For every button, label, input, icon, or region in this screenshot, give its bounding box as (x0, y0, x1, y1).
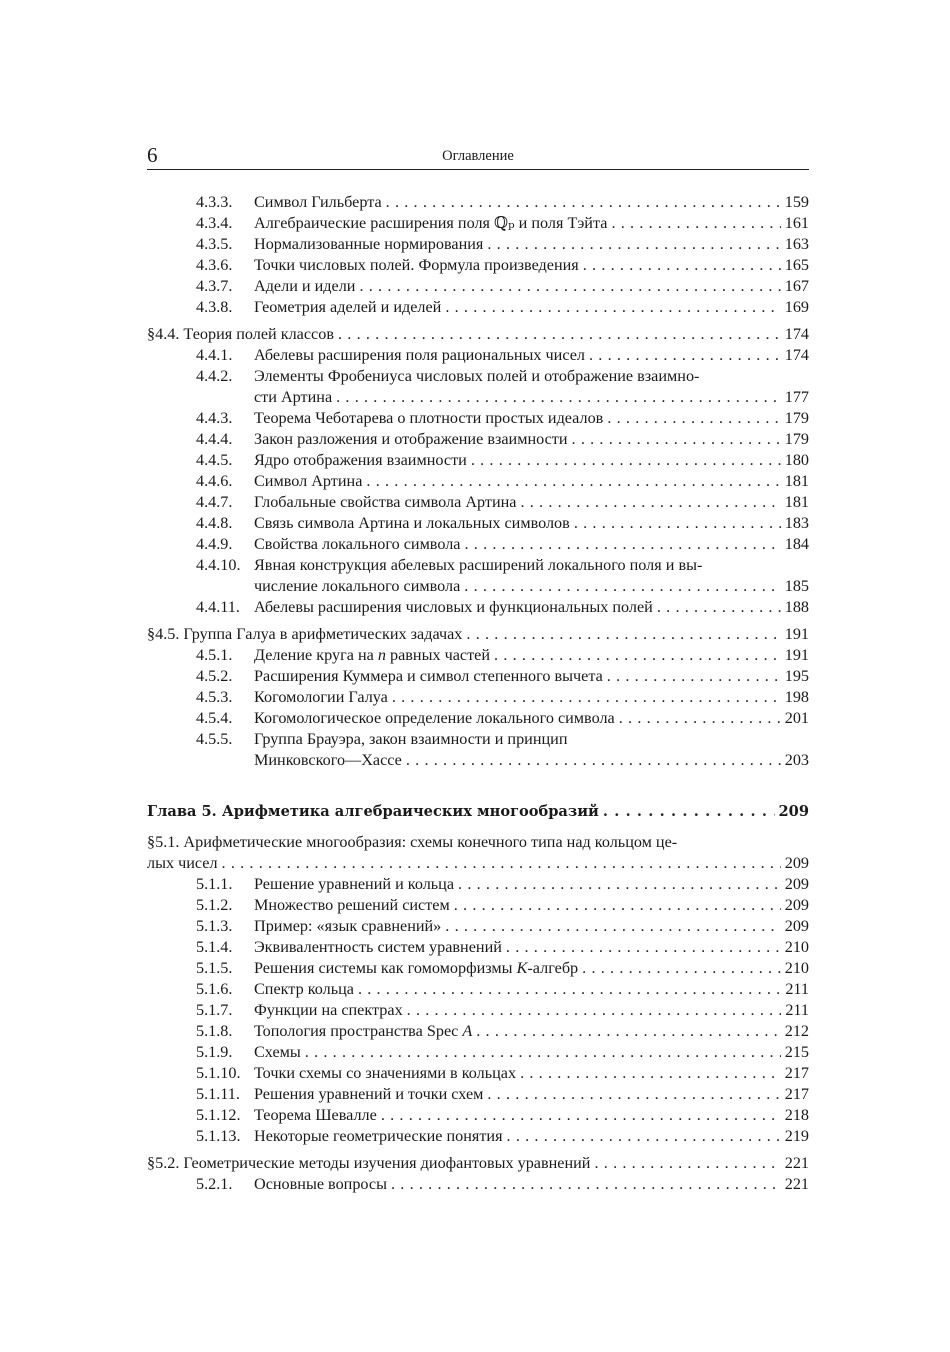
entry-page: 159 (784, 193, 809, 211)
leader-dots (472, 1021, 780, 1042)
entry-page: 163 (784, 235, 809, 253)
entry-number: 4.5.1. (196, 646, 233, 664)
entry-page: 209 (784, 854, 809, 872)
chapter-title: Глава 5. Арифметика алгебраических многообразий (147, 803, 599, 820)
entry-number: 5.1.7. (196, 1001, 233, 1019)
page-number: 6 (147, 143, 158, 167)
entry-title: Спектр кольца (254, 980, 354, 998)
toc-entry-4-4-3[interactable] (147, 408, 809, 429)
toc-entry-5-1-12[interactable] (147, 1105, 809, 1126)
entry-number: 5.1.10. (196, 1064, 241, 1082)
entry-page: 165 (784, 256, 809, 274)
leader-dots (483, 234, 780, 255)
leader-dots (578, 958, 781, 979)
toc-entry-5-1-11[interactable] (147, 1084, 809, 1105)
leader-dots (502, 937, 781, 958)
entry-title: Абелевы расширения числовых и функциональных полей (254, 598, 653, 616)
toc-entry-4-4-9[interactable] (147, 534, 809, 555)
entry-number: 4.5.3. (196, 688, 233, 706)
entry-title: Алгебраические расширения поля ℚₚ и поля Тэйта (254, 214, 608, 232)
entry-page: 209 (784, 875, 809, 893)
entry-title: Решения уравнений и точки схем (254, 1085, 484, 1103)
toc-section-5-1[interactable] (147, 832, 809, 853)
toc-entry-4-4-2[interactable] (147, 366, 809, 387)
toc-entry-4-4-7[interactable] (147, 492, 809, 513)
entry-page: 191 (784, 625, 809, 643)
entry-number: 5.1.3. (196, 917, 233, 935)
entry-number: 4.4.1. (196, 346, 233, 364)
entry-title: Пример: «язык сравнений» (254, 917, 442, 935)
leader-dots (461, 534, 781, 555)
entry-number: 5.1.1. (196, 875, 233, 893)
section-title: §4.4. Теория полей классов (147, 325, 334, 343)
entry-page: 183 (784, 514, 809, 532)
entry-title: Свойства локального символа (254, 535, 461, 553)
entry-page: 219 (784, 1127, 809, 1145)
entry-page: 209 (778, 803, 809, 820)
entry-number: 5.1.9. (196, 1043, 233, 1061)
leader-dots (354, 979, 781, 1000)
entry-number: 5.1.13. (196, 1127, 241, 1145)
entry-number: 4.4.6. (196, 472, 233, 490)
entry-page: 188 (784, 598, 809, 616)
leader-dots (615, 708, 781, 729)
entry-page: 212 (784, 1022, 809, 1040)
entry-title: Эквивалентность систем уравнений (254, 938, 502, 956)
entry-title: Теорема Шевалле (254, 1106, 377, 1124)
entry-title: Когомологии Галуа (254, 688, 388, 706)
entry-page: 195 (784, 667, 809, 685)
entry-number: 4.5.2. (196, 667, 233, 685)
entry-page: 218 (784, 1106, 809, 1124)
entry-page: 179 (784, 409, 809, 427)
entry-page: 161 (784, 214, 809, 232)
entry-title: Символ Артина (254, 472, 363, 490)
leader-dots (603, 666, 781, 687)
entry-page: 179 (784, 430, 809, 448)
leader-dots (653, 597, 781, 618)
entry-number: 4.3.5. (196, 235, 233, 253)
leader-dots (441, 297, 780, 318)
toc-entry-4-3-8[interactable] (147, 297, 809, 318)
leader-dots (462, 624, 780, 645)
entry-title: Геометрия аделей и иделей (254, 298, 442, 316)
entry-number: 4.4.8. (196, 514, 233, 532)
section-title-line2: лых чисел (147, 854, 218, 872)
leader-dots (334, 324, 781, 345)
entry-page: 211 (785, 1001, 809, 1019)
entry-number: 4.4.3. (196, 409, 233, 427)
entry-title-line1: Явная конструкция абелевых расширений локального поля и вы- (254, 556, 703, 574)
leader-dots (503, 1126, 781, 1147)
entry-page: 221 (784, 1154, 809, 1172)
toc-entry-4-4-10[interactable] (147, 555, 809, 576)
entry-number: 5.1.5. (196, 959, 233, 977)
entry-title: Некоторые геометрические понятия (254, 1127, 503, 1145)
entry-number: 5.1.8. (196, 1022, 233, 1040)
leader-dots (460, 576, 780, 597)
entry-title-line2: сти Артина (254, 388, 333, 406)
toc-entry-4-3-4[interactable] (147, 213, 809, 234)
entry-title: Основные вопросы (254, 1175, 387, 1193)
entry-page: 203 (784, 751, 809, 769)
toc-section-4-4[interactable] (147, 324, 809, 345)
entry-number: 4.4.10. (196, 556, 241, 574)
entry-page: 201 (784, 709, 809, 727)
entry-page: 210 (784, 959, 809, 977)
entry-title: Решение уравнений и кольца (254, 875, 455, 893)
entry-page: 174 (784, 325, 809, 343)
toc-entry-4-4-8[interactable] (147, 513, 809, 534)
entry-number: 4.3.4. (196, 214, 233, 232)
entry-number: 5.2.1. (196, 1175, 233, 1193)
table-of-contents (147, 192, 809, 1195)
entry-page: 167 (784, 277, 809, 295)
toc-entry-5-1-3[interactable] (147, 916, 809, 937)
entry-page: 191 (784, 646, 809, 664)
leader-dots (483, 1084, 780, 1105)
entry-title: Теорема Чеботарева о плотности простых идеалов (254, 409, 604, 427)
entry-title: Абелевы расширения поля рациональных чисел (254, 346, 585, 364)
toc-entry-4-4-2-cont[interactable] (147, 387, 809, 408)
toc-entry-4-4-10-cont[interactable] (147, 576, 809, 597)
leader-dots (382, 192, 781, 213)
toc-entry-4-5-2[interactable] (147, 666, 809, 687)
toc-entry-4-5-5[interactable] (147, 729, 809, 750)
entry-number: 4.3.3. (196, 193, 233, 211)
toc-entry-4-5-3[interactable] (147, 687, 809, 708)
entry-number: 4.5.4. (196, 709, 233, 727)
leader-dots (607, 213, 780, 234)
entry-number: 5.1.6. (196, 980, 233, 998)
toc-entry-4-3-7[interactable] (147, 276, 809, 297)
entry-number: 4.3.6. (196, 256, 233, 274)
entry-page: 184 (784, 535, 809, 553)
entry-page: 181 (784, 493, 809, 511)
entry-page: 174 (784, 346, 809, 364)
leader-dots (590, 1153, 780, 1174)
entry-number: 4.3.8. (196, 298, 233, 316)
toc-entry-5-1-6[interactable] (147, 979, 809, 1000)
entry-title: Функции на спектрах (254, 1001, 403, 1019)
page-header (147, 143, 809, 170)
entry-title: Топология пространства Spec A (254, 1022, 473, 1040)
leader-dots (568, 429, 781, 450)
entry-page: 198 (784, 688, 809, 706)
leader-dots (403, 1000, 782, 1021)
entry-page: 209 (784, 917, 809, 935)
leader-dots (516, 492, 780, 513)
leader-dots (387, 1174, 781, 1195)
entry-title-line1: Элементы Фробениуса числовых полей и отображение взаимно- (254, 367, 700, 385)
entry-title: Ядро отображения взаимности (254, 451, 467, 469)
toc-section-5-2[interactable] (147, 1153, 809, 1174)
entry-title: Схемы (254, 1043, 301, 1061)
toc-entry-5-1-7[interactable] (147, 1000, 809, 1021)
toc-entry-4-4-1[interactable] (147, 345, 809, 366)
toc-entry-4-5-4[interactable] (147, 708, 809, 729)
entry-number: 5.1.4. (196, 938, 233, 956)
section-title-line1: §5.1. Арифметические многообразия: схемы конечного типа над кольцом це- (147, 833, 678, 851)
leader-dots (570, 513, 781, 534)
toc-entry-4-4-4[interactable] (147, 429, 809, 450)
entry-page: 215 (784, 1043, 809, 1061)
leader-dots (402, 750, 781, 771)
toc-section-4-5[interactable] (147, 624, 809, 645)
toc-entry-5-1-1[interactable] (147, 874, 809, 895)
toc-entry-5-1-4[interactable] (147, 937, 809, 958)
toc-entry-4-4-11[interactable] (147, 597, 809, 618)
leader-dots (441, 916, 780, 937)
toc-entry-4-5-5-cont[interactable] (147, 750, 809, 771)
leader-dots (377, 1105, 781, 1126)
entry-page: 209 (784, 896, 809, 914)
toc-entry-5-1-5[interactable] (147, 958, 809, 979)
entry-title: Адели и идели (254, 277, 356, 295)
entry-page: 169 (784, 298, 809, 316)
entry-number: 4.4.5. (196, 451, 233, 469)
entry-number: 4.4.4. (196, 430, 233, 448)
entry-page: 210 (784, 938, 809, 956)
leader-dots (516, 1063, 781, 1084)
entry-title: Множество решений систем (254, 896, 450, 914)
running-title: Оглавление (442, 148, 514, 164)
entry-title: Нормализованные нормирования (254, 235, 484, 253)
toc-entry-4-3-3[interactable] (147, 192, 809, 213)
entry-title: Символ Гильберта (254, 193, 382, 211)
leader-dots (355, 276, 780, 297)
entry-number: 5.1.12. (196, 1106, 241, 1124)
entry-title-line1: Группа Брауэра, закон взаимности и принцип (254, 730, 568, 748)
entry-number: 4.3.7. (196, 277, 233, 295)
toc-section-5-1-cont[interactable] (147, 853, 809, 874)
entry-title: Деление круга на n равных частей (254, 646, 491, 664)
entry-title: Связь символа Артина и локальных символов (254, 514, 570, 532)
leader-dots (585, 345, 781, 366)
entry-page: 181 (784, 472, 809, 490)
toc-entry-4-3-6[interactable] (147, 255, 809, 276)
leader-dots (467, 450, 781, 471)
toc-entry-5-1-2[interactable] (147, 895, 809, 916)
entry-page: 211 (785, 980, 809, 998)
leader-dots (218, 853, 781, 874)
entry-title: Точки числовых полей. Формула произведения (254, 256, 579, 274)
leader-dots (388, 687, 781, 708)
toc-entry-4-5-1[interactable] (147, 645, 809, 666)
section-title: §5.2. Геометрические методы изучения диофантовых уравнений (147, 1154, 591, 1172)
leader-dots (362, 471, 780, 492)
entry-title: Глобальные свойства символа Артина (254, 493, 517, 511)
leader-dots (301, 1042, 781, 1063)
entry-title: Точки схемы со значениями в кольцах (254, 1064, 517, 1082)
toc-entry-4-4-5[interactable] (147, 450, 809, 471)
entry-number: 5.1.2. (196, 896, 233, 914)
entry-page: 217 (784, 1085, 809, 1103)
entry-title-line2: числение локального символа (254, 577, 461, 595)
leader-dots (490, 645, 781, 666)
leader-dots (579, 255, 781, 276)
entry-page: 221 (784, 1175, 809, 1193)
leader-dots (599, 801, 775, 822)
toc-entry-5-1-13[interactable] (147, 1126, 809, 1147)
leader-dots (603, 408, 780, 429)
entry-page: 180 (784, 451, 809, 469)
entry-title: Закон разложения и отображение взаимности (254, 430, 568, 448)
toc-entry-5-1-8[interactable] (147, 1021, 809, 1042)
entry-number: 4.4.9. (196, 535, 233, 553)
leader-dots (454, 874, 781, 895)
toc-entry-4-4-6[interactable] (147, 471, 809, 492)
entry-number: 4.5.5. (196, 730, 233, 748)
entry-number: 4.4.2. (196, 367, 233, 385)
entry-title-line2: Минковского—Хассе (254, 751, 402, 769)
entry-number: 5.1.11. (196, 1085, 240, 1103)
toc-entry-5-1-9[interactable] (147, 1042, 809, 1063)
entry-title: Расширения Куммера и символ степенного вычета (254, 667, 603, 685)
leader-dots (450, 895, 781, 916)
toc-chapter-5[interactable] (147, 801, 809, 822)
section-title: §4.5. Группа Галуа в арифметических задачах (147, 625, 463, 643)
entry-page: 177 (784, 388, 809, 406)
entry-title: Когомологическое определение локального символа (254, 709, 615, 727)
entry-title: Решения системы как гомоморфизмы K-алгебр (254, 959, 579, 977)
entry-number: 4.4.7. (196, 493, 233, 511)
entry-page: 185 (784, 577, 809, 595)
toc-entry-5-2-1[interactable] (147, 1174, 809, 1195)
leader-dots (332, 387, 781, 408)
toc-entry-4-3-5[interactable] (147, 234, 809, 255)
entry-number: 4.4.11. (196, 598, 240, 616)
entry-page: 217 (784, 1064, 809, 1082)
toc-entry-5-1-10[interactable] (147, 1063, 809, 1084)
